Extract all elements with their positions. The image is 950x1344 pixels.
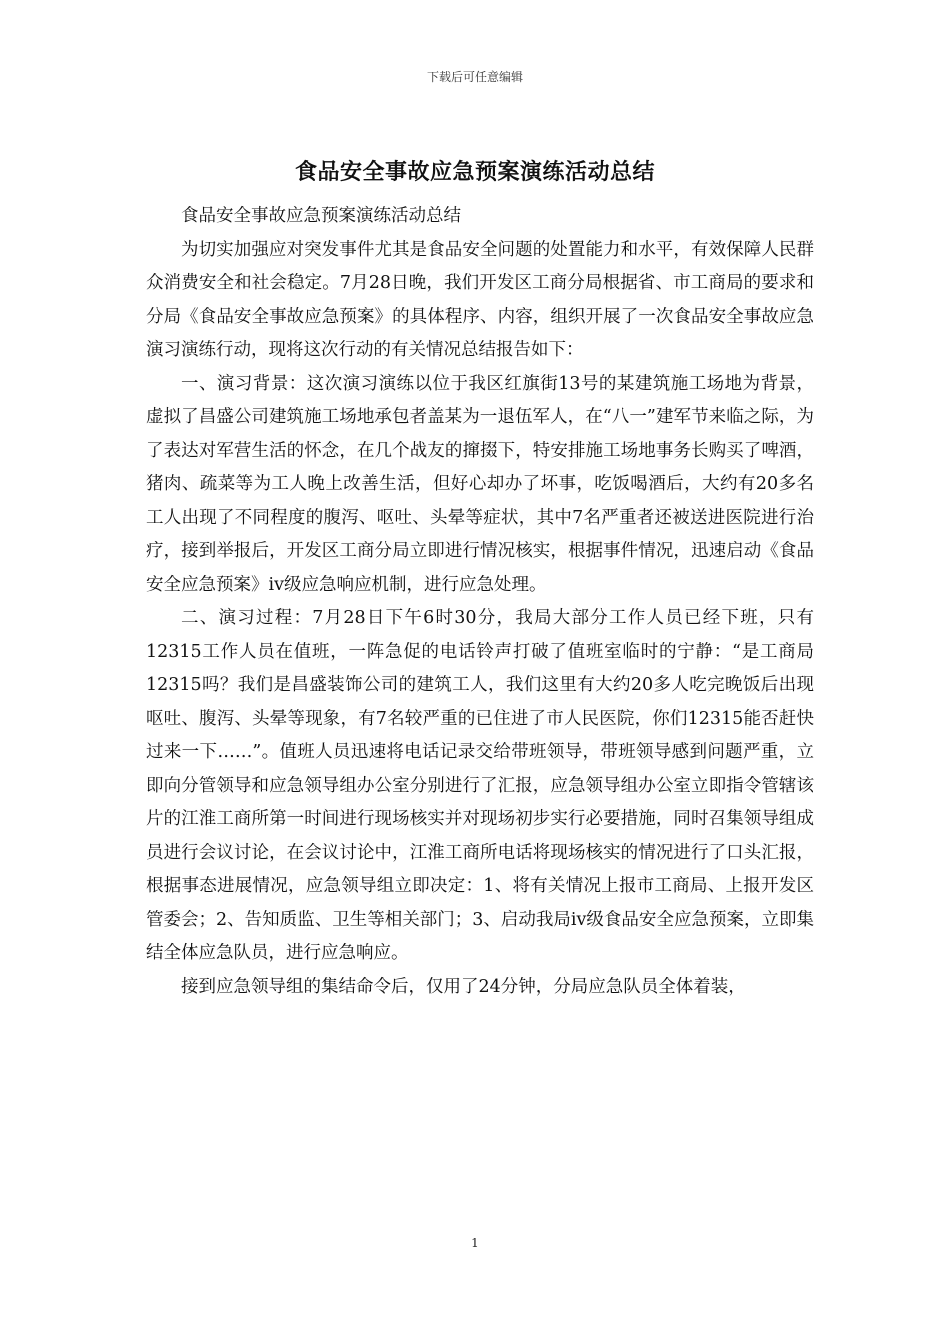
paragraph-assembly: 接到应急领导组的集结命令后，仅用了24分钟，分局应急队员全体着装， xyxy=(181,976,746,997)
paragraph-process: 二、演习过程：7月28日下午6时30分，我局大部分工作人员已经下班，只有12315工作人员在值班，一阵急促的电话铃声打破了值班室临时的宁静：“是工商局12315吗？我们是昌盛装饰公司的建筑工人，我们这里有大约20多人吃完晚饭后出现呕吐、腹泻、头晕等现象，有7名较严重的已住进了市人民医院，你们12315能否赶快过来一下……”。值班人员迅速将电话记录交给带班领导，带班领导感到问题严重，立即向分管领导和应急领导组办公室分别进行了汇报，应急领导组办公室立即指令管辖该片的江淮工商所第一时间进行现场核实并对现场初步实行必要措施，同时召集领导组成员进行会议讨论，在会议讨论中，江淮工商所电话将现场核实的情况进行了口头汇报，根据事态进展情况，应急领导组立即决定：1、将有关情况上报市工商局、上报开发区管委会；2、告知质监、卫生等相关部门；3、启动我局iv级食品安全应急预案，立即集结全体应急队员，进行应急响应。 xyxy=(146,608,814,963)
paragraph-subtitle: 食品安全事故应急预案演练活动总结 xyxy=(181,206,461,226)
document-title: 食品安全事故应急预案演练活动总结 xyxy=(294,159,655,185)
document-body xyxy=(146,200,814,1004)
page-number: 1 xyxy=(471,1236,479,1250)
header-note: 下载后可任意编辑 xyxy=(426,70,523,84)
paragraph-background: 一、演习背景：这次演习演练以位于我区红旗街13号的某建筑施工场地为背景，虚拟了昌盛公司建筑施工场地承包者盖某为一退伍军人，在“八一”建军节来临之际，为了表达对军营生活的怀念，在几个战友的撺掇下，特安排施工场地事务长购买了啤酒，猪肉、疏菜等为工人晚上改善生活，但好心却办了坏事，吃饭喝酒后，大约有20多名工人出现了不同程度的腹泻、呕吐、头晕等症状，其中7名严重者还被送进医院进行治疗，接到举报后，开发区工商分局立即进行情况核实，根据事件情况，迅速启动《食品安全应急预案》iv级应急响应机制，进行应急处理。 xyxy=(146,373,814,595)
paragraph-intro: 为切实加强应对突发事件尤其是食品安全问题的处置能力和水平，有效保障人民群众消费安全和社会稳定。7月28日晚，我们开发区工商分局根据省、市工商局的要求和分局《食品安全事故应急预案》的具体程序、内容，组织开展了一次食品安全事故应急演习演练行动，现将这次行动的有关情况总结报告如下： xyxy=(146,239,814,360)
